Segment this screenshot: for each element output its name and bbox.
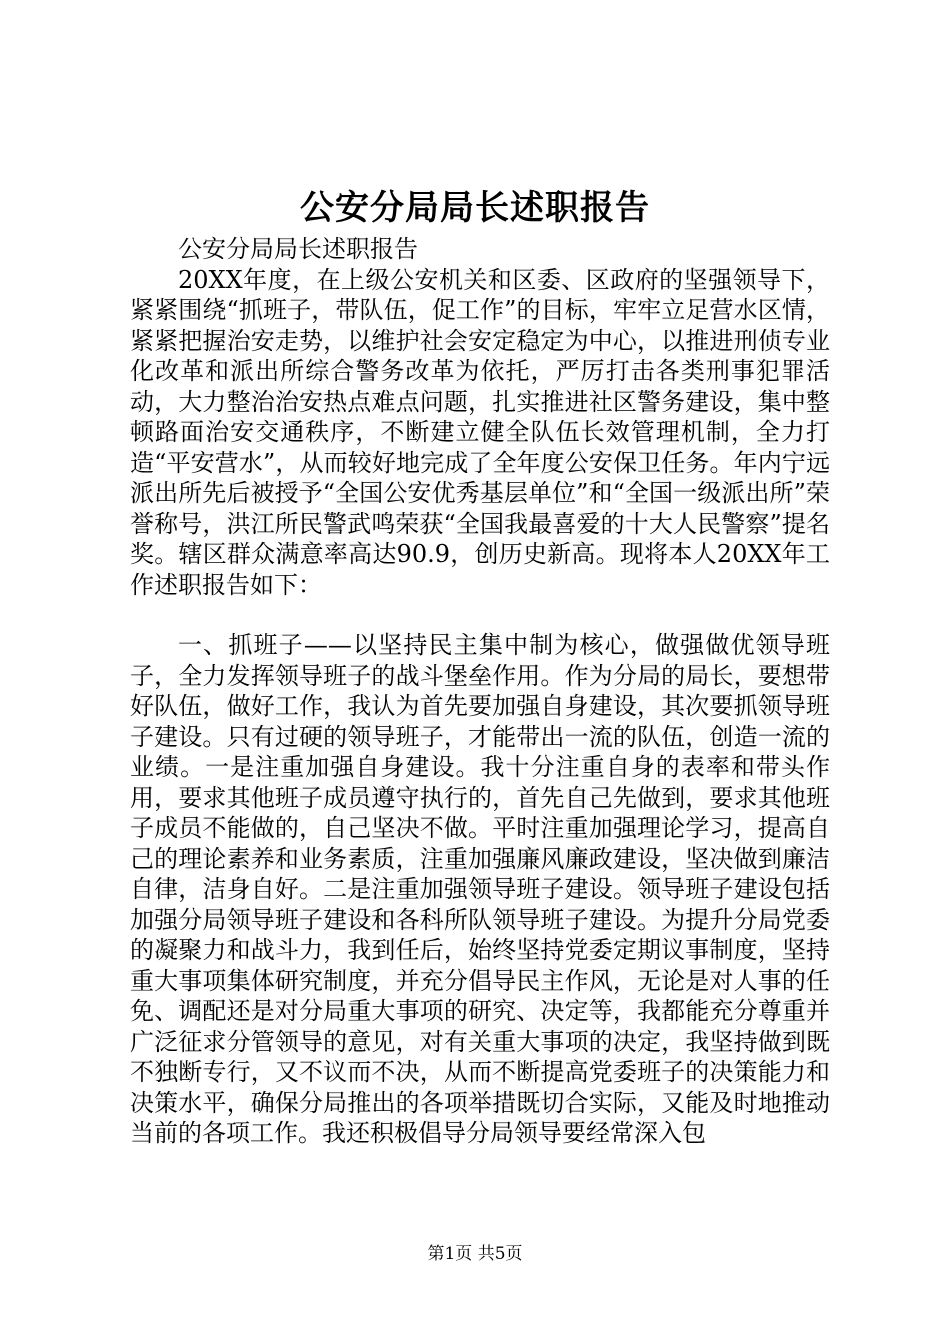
paragraph-subtitle: 公安分局局长述职报告 <box>178 235 418 263</box>
document-title: 公安分局局长述职报告 <box>300 188 650 228</box>
page-footer: 第1页 共5页 <box>427 1244 523 1264</box>
document-body <box>130 234 830 1149</box>
paragraph-intro: 20XX年度，在上级公安机关和区委、区政府的坚强领导下，紧紧围绕“抓班子，带队伍，促工作”的目标，牢牢立足营水区情，紧紧把握治安走势，以维护社会安定稳定为中心，以推进刑侦专业化改革和派出所综合警务改革为依托，严厉打击各类刑事犯罪活动，大力整治治安热点难点问题，扎实推进社区警务建设，集中整顿路面治安交通秩序，不断建立健全队伍长效管理机制，全力打造“平安营水”，从而较好地完成了全年度公安保卫任务。年内宁远派出所先后被授予“全国公安优秀基层单位”和“全国一级派出所”荣誉称号，洪江所民警武鸣荣获“全国我最喜爱的十大人民警察”提名奖。辖区群众满意率高达90.9，创历史新高。现将本人20XX年工作述职报告如下： <box>130 265 830 599</box>
paragraph-section-one: 一、抓班子——以坚持民主集中制为核心，做强做优领导班子，全力发挥领导班子的战斗堡垒作用。作为分局的局长，要想带好队伍，做好工作，我认为首先要加强自身建设，其次要抓领导班子建设。只有过硬的领导班子，才能带出一流的队伍，创造一流的业绩。一是注重加强自身建设。我十分注重自身的表率和带头作用，要求其他班子成员遵守执行的，首先自己先做到，要求其他班子成员不能做的，自己坚决不做。平时注重加强理论学习，提高自己的理论素养和业务素质，注重加强廉风廉政建设，坚决做到廉洁自律，洁身自好。二是注重加强领导班子建设。领导班子建设包括加强分局领导班子建设和各科所队领导班子建设。为提升分局党委的凝聚力和战斗力，我到任后，始终坚持党委定期议事制度，坚持重大事项集体研究制度，并充分倡导民主作风，无论是对人事的任免、调配还是对分局重大事项的研究、决定等，我都能充分尊重并广泛征求分管领导的意见，对有关重大事项的决定，我坚持做到既不独断专行，又不议而不决，从而不断提高党委班子的决策能力和决策水平，确保分局推出的各项举措既切合实际，又能及时地推动当前的各项工作。我还积极倡导分局领导要经常深入包 <box>130 631 830 1147</box>
